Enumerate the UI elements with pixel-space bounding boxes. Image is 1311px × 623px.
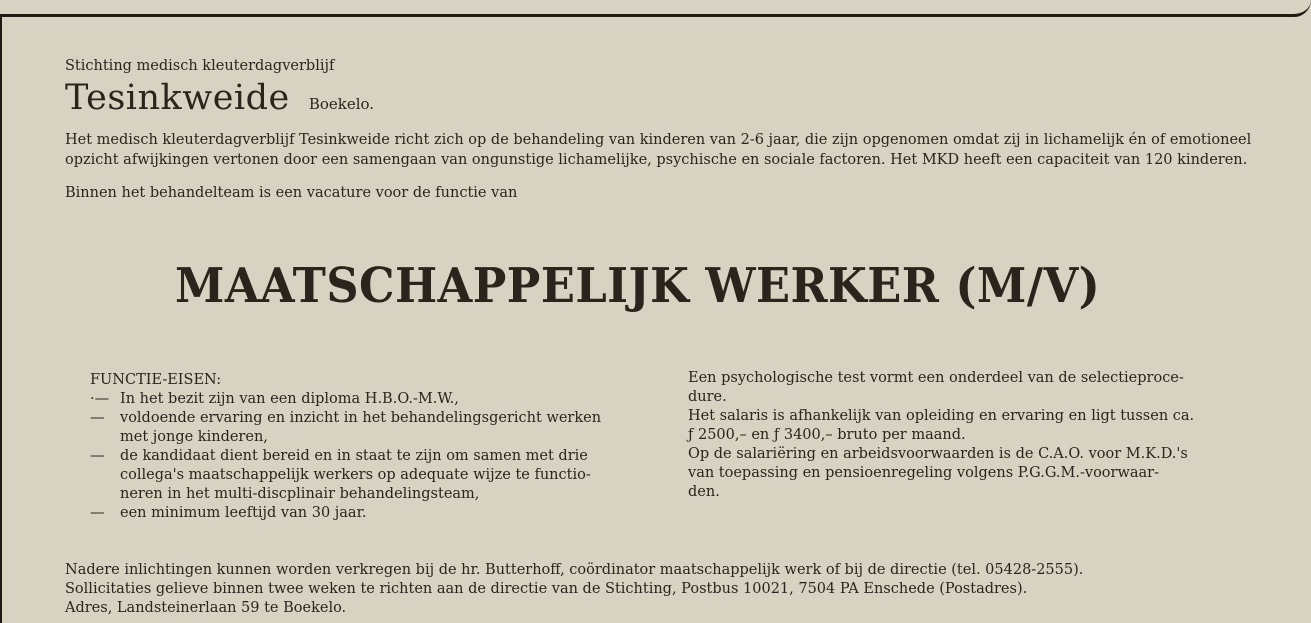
requirements-heading: FUNCTIE-EISEN:: [90, 372, 222, 388]
requirement-line: [90, 466, 670, 485]
intro-paragraph: Het medisch kleuterdagverblijf Tesinkweide richt zich op de behandeling van kinderen van 2-6 jaar, die zijn opgenomen omdat zij in lichamelijk én of emotioneel opzicht afwijkingen vertonen door een samengaan van ongunstige lichamelijke, psychische en sociale factoren. Het MKD heeft een capaciteit van 120 kinderen.: [65, 132, 1252, 168]
requirement-text: een minimum leeftijd van 30 jaar.: [120, 505, 367, 521]
requirement-text: neren in het multi-discplinair behandelingsteam,: [120, 486, 480, 502]
conditions-line: dure.: [688, 389, 727, 405]
requirement-dash: —: [90, 448, 105, 464]
requirement-line: [90, 504, 670, 523]
requirement-text: In het bezit zijn van een diploma H.B.O.-M.W.,: [120, 391, 459, 407]
vacancy-line: Binnen het behandelteam is een vacature voor de functie van: [65, 185, 518, 201]
organization-name: Tesinkweide: [65, 78, 290, 118]
requirement-dash: [90, 466, 120, 485]
requirement-line: [90, 447, 670, 466]
conditions-line: den.: [688, 484, 720, 500]
requirement-dash: —: [90, 505, 105, 521]
requirements-column: [90, 371, 670, 523]
contact-footer: [65, 561, 1285, 618]
organization-line: Stichting medisch kleuterdagverblijf: [65, 58, 335, 74]
conditions-line: van toepassing en pensioenregeling volgens P.G.G.M.-voorwaar-: [688, 465, 1159, 481]
footer-line: Nadere inlichtingen kunnen worden verkregen bij de hr. Butterhoff, coördinator maatschappelijk werk of bij de directie (tel. 05428-2555).: [65, 562, 1084, 578]
requirement-dash: ·—: [90, 391, 110, 407]
conditions-paragraph: [688, 407, 1228, 445]
footer-line: Sollicitaties gelieve binnen twee weken te richten aan de directie van de Stichting, Postbus 10021, 7504 PA Enschede (Postadres).: [65, 581, 1028, 597]
job-advertisement: [0, 14, 1311, 623]
job-title: MAATSCHAPPELIJK WERKER (M/V): [175, 258, 1101, 314]
requirement-text: de kandidaat dient bereid en in staat te zijn om samen met drie: [120, 448, 588, 464]
requirement-dash: [90, 485, 120, 504]
requirement-line: [90, 428, 670, 447]
conditions-paragraph: [688, 445, 1228, 502]
requirement-line: [90, 409, 670, 428]
ad-header: [65, 58, 1295, 201]
requirement-line: [90, 485, 670, 504]
organization-place: Boekelo.: [308, 95, 375, 113]
conditions-line: Op de salariëring en arbeidsvoorwaarden is de C.A.O. voor M.K.D.'s: [688, 446, 1188, 462]
conditions-line: Een psychologische test vormt een onderdeel van de selectieproce-: [688, 370, 1184, 386]
requirement-text: met jonge kinderen,: [120, 429, 268, 445]
conditions-column: [688, 369, 1228, 502]
title-row: [65, 78, 1295, 118]
requirement-text: voldoende ervaring en inzicht in het behandelingsgericht werken: [120, 410, 602, 426]
requirement-text: collega's maatschappelijk werkers op adequate wijze te functio-: [120, 467, 591, 483]
conditions-line: Het salaris is afhankelijk van opleiding en ervaring en ligt tussen ca.: [688, 408, 1195, 424]
conditions-line: ƒ 2500,– en ƒ 3400,– bruto per maand.: [688, 427, 966, 443]
requirement-dash: [90, 428, 120, 447]
conditions-paragraph: [688, 369, 1228, 407]
requirements-list: [90, 390, 670, 523]
footer-line: Adres, Landsteinerlaan 59 te Boekelo.: [65, 600, 347, 616]
requirement-line: [90, 390, 670, 409]
requirement-dash: —: [90, 410, 105, 426]
